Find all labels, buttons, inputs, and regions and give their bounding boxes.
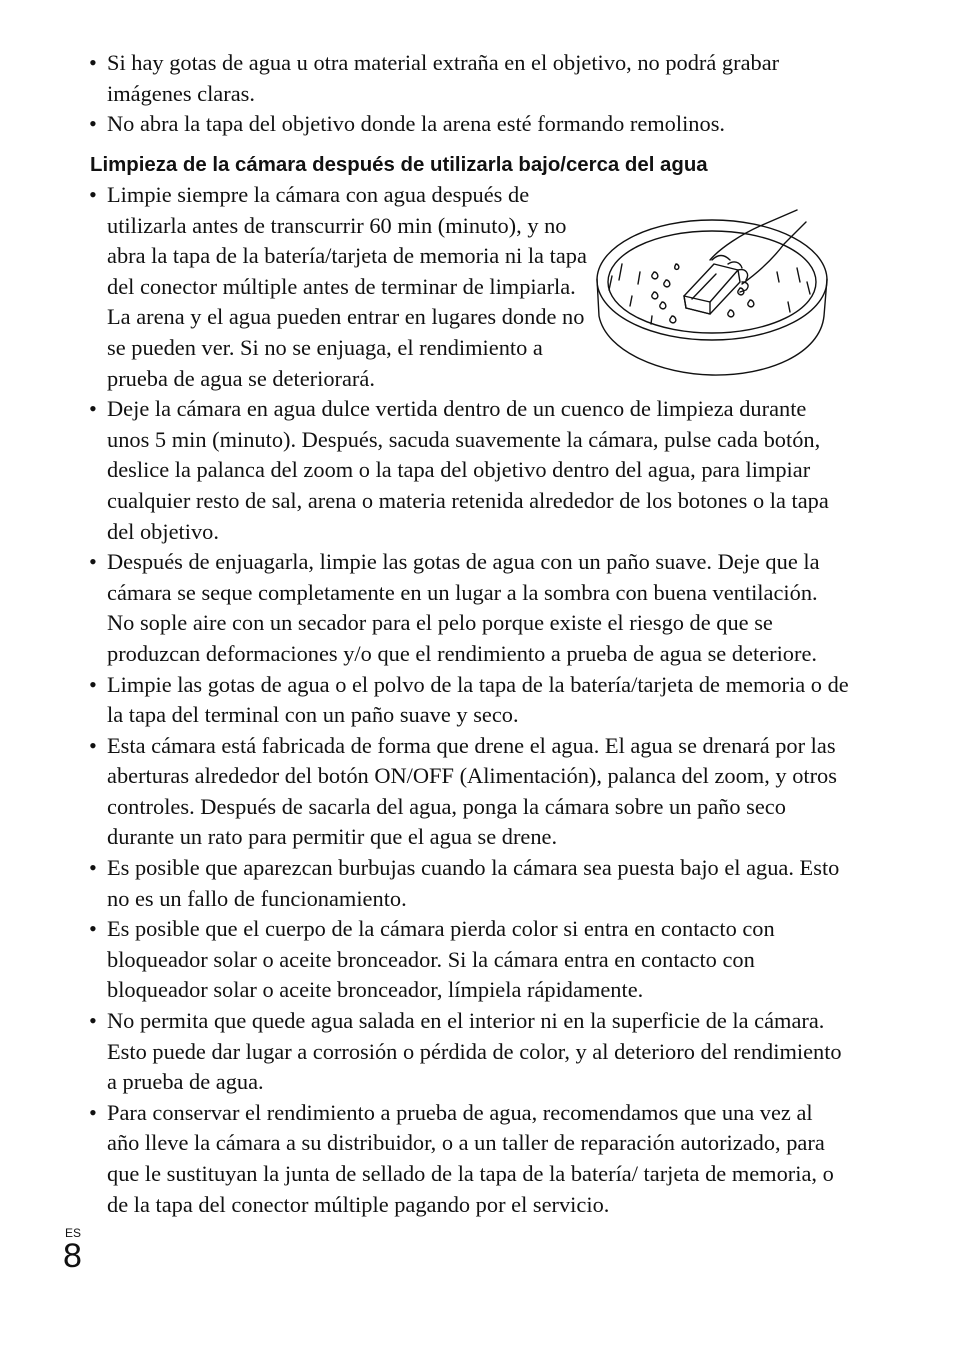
page-number: 8 [63, 1237, 82, 1275]
cleaning-bullet-service: • Para conservar el rendimiento a prueba de agua, recomendamos que una vez al año lleve la cámara a su distribuidor, o a un taller de reparación autorizado, para que le sustituyan la junta de sellado de la tapa de la batería/ tarjeta de memoria, o de la tapa del conector múltiple pagando por el servicio. [89, 1098, 849, 1220]
cleaning-bullet-bubbles: • Es posible que aparezcan burbujas cuando la cámara sea puesta bajo el agua. Esto no es un fallo de funcionamiento. [89, 853, 849, 914]
intro-bullet-sand: • No abra la tapa del objetivo donde la arena esté formando remolinos. [89, 109, 849, 140]
washing-bowl-illustration [592, 204, 832, 380]
page-language-code: ES [65, 1226, 82, 1240]
cleaning-bullet-cover-wipe: • Limpie las gotas de agua o el polvo de la tapa de la batería/tarjeta de memoria o de la tapa del terminal con un paño suave y seco. [89, 670, 849, 731]
cleaning-bullet-salt-water: • No permita que quede agua salada en el interior ni en la superficie de la cámara. Esto puede dar lugar a corrosión o pérdida de color, y al deterioro del rendimiento a prueba de agua. [89, 1006, 849, 1098]
cleaning-bullet-rinse-text: • Limpie siempre la cámara con agua después de utilizarla antes de transcurrir 60 min (minuto), y no abra la tapa de la batería/tarjeta de memoria ni la tapa del conector múltiple antes de terminar de limpiarla. La arena y el agua pueden entrar en lugares donde no se pueden ver. Si no se enjuaga, el rendimiento a prueba de agua se deteriorará. [107, 182, 587, 391]
section-heading: Limpieza de la cámara después de utilizarla bajo/cerca del agua [90, 154, 708, 176]
cleaning-bullet-drain: • Esta cámara está fabricada de forma que drene el agua. El agua se drenará por las aberturas alrededor del botón ON/OFF (Alimentación), palanca del zoom, y otros controles. Después de sacarla del agua, ponga la cámara sobre un paño seco durante un rato para permitir que el agua se drene. [89, 731, 849, 853]
intro-bullet-lens-drops: • Si hay gotas de agua u otra material extraña en el objetivo, no podrá grabar imágenes claras. [89, 48, 849, 109]
cleaning-bullet-sunscreen: • Es posible que el cuerpo de la cámara pierda color si entra en contacto con bloqueador solar o aceite bronceador. Si la cámara entra en contacto con bloqueador solar o aceite bronceador, límpiela rápidamente. [89, 914, 849, 1006]
cleaning-bullet-dry: • Después de enjuagarla, limpie las gotas de agua con un paño suave. Deje que la cámara se seque completamente en un lugar a la sombra con buena ventilación. No sople aire con un secador para el pelo porque existe el riesgo de que se produzcan deformaciones y/o que el rendimiento a prueba de agua se deteriore. [89, 547, 849, 669]
cleaning-bullet-soak: • Deje la cámara en agua dulce vertida dentro de un cuenco de limpieza durante unos 5 min (minuto). Después, sacuda suavemente la cámara, pulse cada botón, deslice la palanca del zoom o la tapa del objetivo dentro del agua, para limpiar cualquier resto de sal, arena o materia retenida alrededor de los botones o la tapa del objetivo. [89, 394, 849, 547]
intro-bullet-list [89, 48, 849, 140]
